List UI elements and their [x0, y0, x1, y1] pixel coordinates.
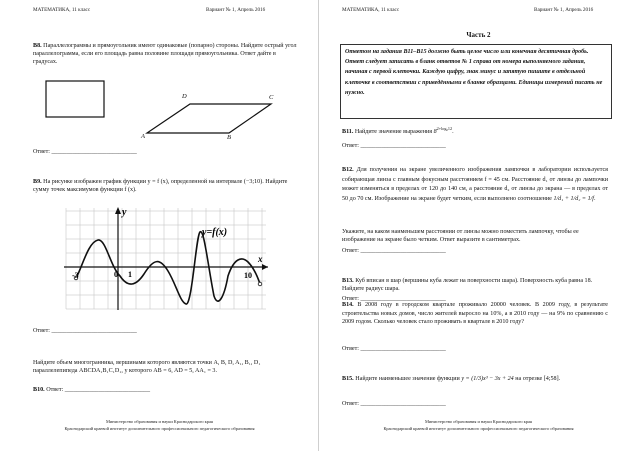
function-curve: [76, 232, 260, 304]
vertex-a-label: A: [141, 133, 145, 140]
task-b8-label: В8.: [33, 43, 42, 49]
task-b14-answer: Ответ: ____________________________: [342, 346, 446, 352]
task-b13-text: Куб вписан в шар (вершины куба лежат на поверхности шара). Поверхность куба равна 18. Найдите радиус шара.: [342, 278, 593, 293]
task-b13-label: В13.: [342, 278, 354, 284]
task-b10-text: Найдите объем многогранника, вершинами которого являются точки A, B, D, A₁, B₁, D₁ параллелепипеда ABCDA₁B₁C₁D₁, у которого AB = 6, AD = 5, AA₁ = 3.: [33, 360, 261, 375]
right-header-subject: МАТЕМАТИКА, 11 класс: [342, 7, 400, 13]
parallelogram-figure: [147, 104, 271, 133]
task-b10-answer: Ответ: ____________________________: [46, 387, 151, 393]
task-b15: [342, 375, 608, 383]
task-b12: В12. Для получения на экране увеличенного изображения лампочки в лаборатории используется собирающая линза с главным фокусным расстоянием f = 45 см. Расстояние d₁ от линзы до лампочки может изменяться в пределах от 120 до 140 см, а расстояние d₂ от линзы до экрана — в пределах от 50 до 70 см. Изображение на экране будет четким, если выполнено соотношение 1/d₁ + 1/d₂ = 1/f.: [342, 167, 608, 202]
task-b15-text: Найдите наименьшее значение функции: [355, 376, 460, 382]
graph-grid: [66, 208, 266, 309]
task-b15-answer: Ответ: ____________________________: [342, 401, 446, 407]
task-b11-answer: Ответ: ____________________________: [342, 143, 446, 149]
task-b11-text: Найдите значение выражения: [354, 129, 433, 136]
vertex-b-label: B: [227, 134, 231, 141]
task-b10: [33, 386, 299, 394]
left-footer-institute: Краснодарский краевой институт дополнительного профессионального педагогического образования: [64, 426, 255, 431]
function-label: y=f(x): [202, 227, 228, 238]
b11-base: 8: [433, 129, 437, 136]
task-b11-label: В11.: [342, 129, 354, 136]
task-b10-label: В10.: [33, 387, 45, 393]
task-b14-text: В 2008 году в городском квартале проживало 20000 человек. В 2009 году, в результате строительства новых домов, число жителей выросло на 10%, а в 2010 году — на 9% по сравнению с 2009 годом. Сколько человек стало проживать в квартале в 2010 году?: [342, 302, 608, 326]
tick-label-0: 0: [114, 270, 118, 279]
task-b8-text: Параллелограммы и прямоугольник имеют одинаковые (попарно) стороны. Найдите острый угол параллелограмма, если его площадь равна половине площади прямоугольника. Ответ дайте в градусах.: [33, 43, 297, 66]
left-footer-ministry: Министерство образования и науки Краснодарского края: [106, 419, 213, 424]
task-b12-label: В12.: [342, 167, 354, 173]
part2-instruction-box: Ответом на задания В11–В15 должно быть целое число или конечная десятичная дробь. Ответ следует записать в бланк ответов № 1 справа от номера выполняемого задания, начиная с первой клеточки. Каждую цифру, знак минус и запятую пишите в отдельной клеточке в соответствии с приведёнными в бланке образцами. Единицы измерений писать не нужно.: [340, 44, 612, 119]
task-b9-answer: Ответ: ____________________________: [33, 328, 137, 334]
function-graph: [62, 206, 270, 312]
task-b13-answer: Ответ: ____________________________: [342, 296, 446, 302]
rectangle-figure: [46, 81, 104, 117]
task-b9: [33, 178, 299, 194]
y-axis-label: y: [122, 207, 127, 218]
part-title: Часть 2: [466, 31, 491, 39]
right-header-variant: Вариант № 1, Апрель 2016: [534, 7, 594, 13]
b11-exponent: 2+log₈12: [436, 126, 453, 131]
b12-formula: 1/d₁ + 1/d₂ = 1/f: [553, 195, 594, 202]
task-b13: [342, 277, 608, 293]
task-b14-label: В14.: [342, 302, 354, 308]
b15-segment: на отрезке [4;58].: [515, 376, 561, 382]
task-b12-answer: Ответ: ____________________________: [342, 248, 446, 254]
task-b9-text: На рисунке изображен график функции y = f (x), определенной на интервале (−3;10). Найдите сумму точек максимумов функции f (x).: [33, 179, 288, 194]
vertex-c-label: C: [269, 94, 274, 101]
task-b12-text2: Укажите, на каком наименьшем расстоянии от линзы можно поместить лампочку, чтобы ее изображение на экране было четким. Ответ выразите в сантиметрах.: [342, 229, 579, 244]
y-axis-arrow: [115, 207, 121, 214]
task-b14: [342, 301, 608, 327]
x-axis-arrow: [262, 264, 268, 270]
task-b8-answer: Ответ: ____________________________: [33, 149, 137, 155]
x-axis-label: x: [258, 254, 263, 264]
left-header-variant: Вариант № 1, Апрель 2016: [206, 7, 266, 13]
end-open-point: [258, 282, 262, 286]
task-b11: В11. Найдите значение выражения $8^{2+log_812}$.: [342, 126, 454, 136]
b15-formula: y = (1/3)x³ − 3x + 24: [461, 376, 514, 382]
tick-label-10: 10: [244, 271, 252, 280]
tick-label-neg3: -3: [72, 271, 79, 280]
right-footer-institute: Краснодарский краевой институт дополнительного профессионального педагогического образования: [383, 426, 574, 431]
task-b12-text1: Для получения на экране увеличенного изображения лампочки в лаборатории используется собирающая линза с главным фокусным расстоянием f = 45 см. Расстояние d₁ от линзы до лампочки может изменяться в пределах от 120 до 140 см, а расстояние d₂ от линзы до экрана — в пределах от 50 до 70 см. Изображение на экране будет четким, если выполнено соотношение: [342, 167, 608, 202]
tick-label-1: 1: [128, 270, 132, 279]
right-footer-ministry: Министерство образования и науки Краснодарского края: [425, 419, 532, 424]
task-b9-label: В9.: [33, 179, 42, 185]
vertex-d-label: D: [182, 93, 187, 100]
left-header-subject: МАТЕМАТИКА, 11 класс: [33, 7, 91, 13]
task-b15-label: В15.: [342, 376, 354, 382]
